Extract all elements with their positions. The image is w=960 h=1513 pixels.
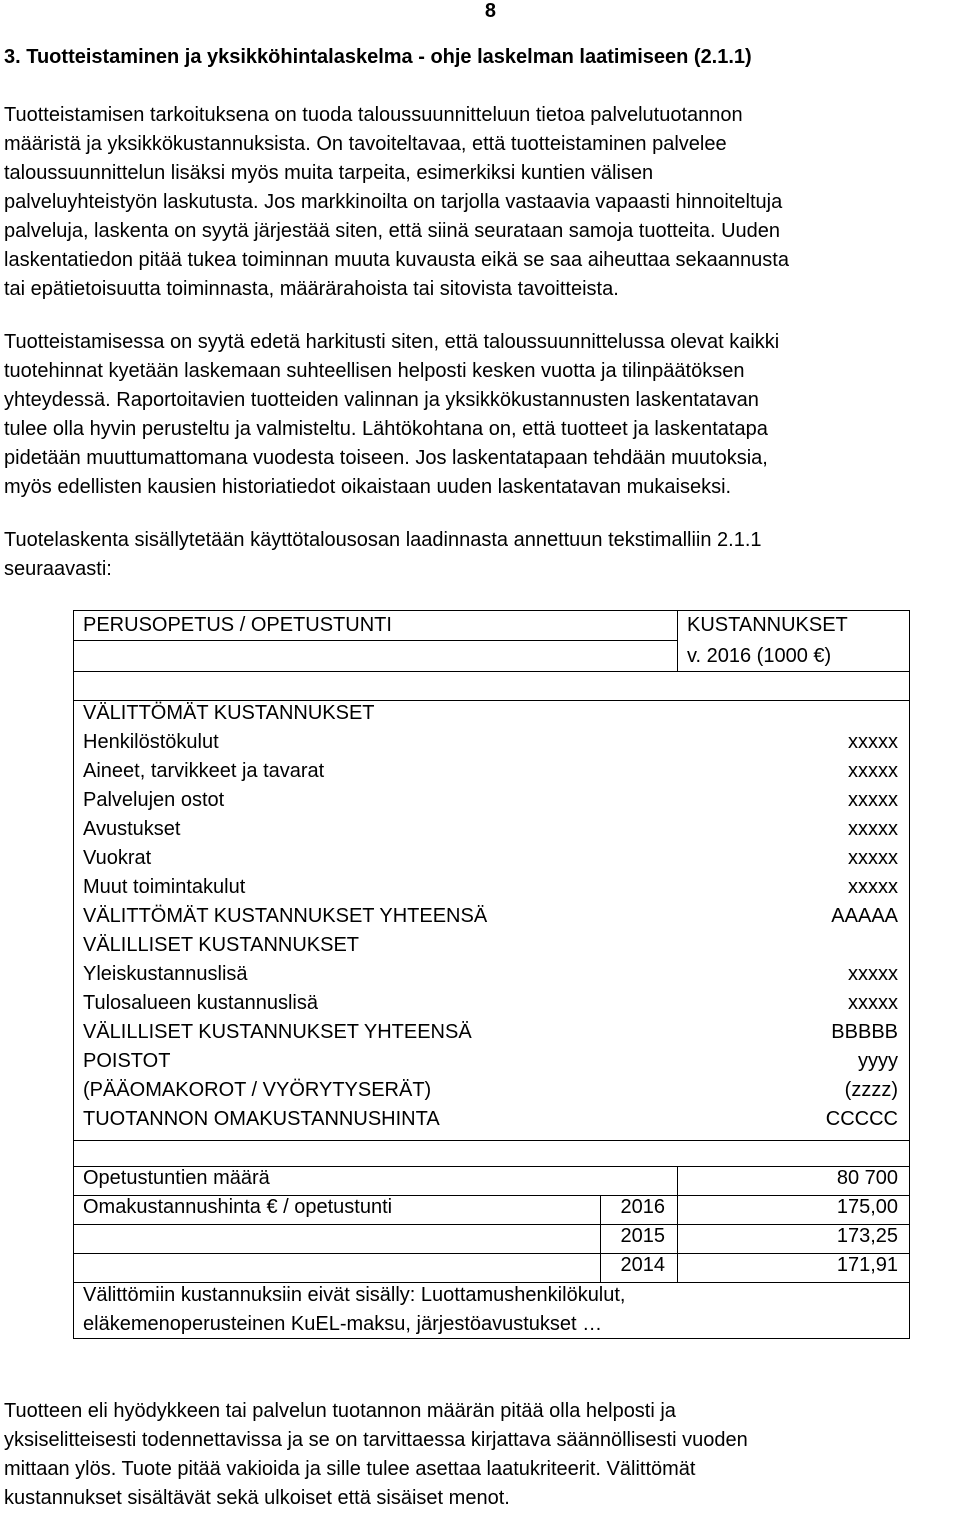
table-row-label: Aineet, tarvikkeet ja tavarat: [83, 760, 325, 782]
table-row-value: xxxxx: [848, 876, 898, 898]
year-value: 171,91: [836, 1254, 898, 1276]
table-row-label: (PÄÄOMAKOROT / VYÖRYTYSERÄT): [83, 1079, 432, 1101]
table-header-label: PERUSOPETUS / OPETUSTUNTI: [83, 614, 392, 636]
text-line: laskentatiedon pitää tukea toiminnan muuta kuvausta eikä se saa aiheuttaa sekaannusta: [4, 249, 789, 271]
text-line: Tuotteen eli hyödykkeen tai palvelun tuotannon määrän pitää olla helposti ja: [4, 1400, 676, 1422]
table-row-label: Yleiskustannuslisä: [83, 963, 248, 985]
table-row-label: Henkilöstökulut: [83, 731, 219, 753]
table-divider: [73, 1140, 910, 1141]
text-line: kustannukset sisältävät sekä ulkoiset että sisäiset menot.: [4, 1487, 510, 1509]
table-row-value: BBBBB: [831, 1021, 898, 1043]
table-row-label: POISTOT: [83, 1050, 171, 1072]
cost-table: [73, 610, 910, 1339]
text-line: mittaan ylös. Tuote pitää vakioida ja sille tulee asettaa laatukriteerit. Välittömät: [4, 1458, 696, 1480]
text-line: Tuotteistamisen tarkoituksena on tuoda taloussuunnitteluun tietoa palvelutuotannon: [4, 104, 743, 126]
table-footnote: eläkemenoperusteinen KuEL-maksu, järjestöavustukset …: [83, 1313, 603, 1335]
table-row-value: AAAAA: [831, 905, 898, 927]
text-line: palveluja, laskenta on syytä järjestää siten, että siinä seurataan samoja tuotteita. Uuden: [4, 220, 781, 242]
text-line: määristä ja yksikkökustannuksista. On tavoiteltavaa, että tuotteistaminen palvelee: [4, 133, 727, 155]
table-divider: [600, 1195, 601, 1282]
page-number: 8: [484, 0, 496, 22]
year-value: 173,25: [836, 1225, 898, 1247]
table-divider: [73, 1253, 910, 1254]
table-row-value: xxxxx: [848, 760, 898, 782]
table-row-label: Tulosalueen kustannuslisä: [83, 992, 318, 1014]
hours-label: Opetustuntien määrä: [83, 1167, 270, 1189]
text-line: yksiselitteisesti todennettavissa ja se on tarvittaessa kirjattava säännöllisesti vuoden: [4, 1429, 748, 1451]
table-row-label: TUOTANNON OMAKUSTANNUSHINTA: [83, 1108, 440, 1130]
text-line: myös edellisten kausien historiatiedot oikaistaan uuden laskentatavan mukaiseksi.: [4, 476, 732, 498]
table-row-value: xxxxx: [848, 963, 898, 985]
table-row-label: VÄLILLISET KUSTANNUKSET YHTEENSÄ: [83, 1021, 472, 1043]
text-line: tai epätietoisuutta toiminnasta, määrärahoista tai sitovista tavoitteista.: [4, 278, 619, 300]
table-row-label: Palvelujen ostot: [83, 789, 225, 811]
table-row-value: yyyy: [858, 1050, 898, 1072]
table-row-label: VÄLITTÖMÄT KUSTANNUKSET YHTEENSÄ: [83, 905, 488, 927]
text-line: seuraavasti:: [4, 558, 112, 580]
table-divider: [677, 610, 678, 671]
table-row-label: Vuokrat: [83, 847, 152, 869]
text-line: taloussuunnittelun lisäksi myös muita tarpeita, esimerkiksi kuntien välisen: [4, 162, 654, 184]
table-footnote: Välittömiin kustannuksiin eivät sisälly: Luottamushenkilökulut,: [83, 1284, 626, 1306]
year-label: 2016: [620, 1196, 665, 1218]
unit-price-label: Omakustannushinta € / opetustunti: [83, 1196, 393, 1218]
year-label: 2015: [620, 1225, 665, 1247]
paragraph-method: [4, 328, 954, 502]
paragraph-intro-table: [4, 526, 954, 584]
table-row-label: VÄLILLISET KUSTANNUKSET: [83, 934, 360, 956]
table-header-year: v. 2016 (1000 €): [687, 645, 832, 667]
table-row-value: xxxxx: [848, 847, 898, 869]
table-row-label: VÄLITTÖMÄT KUSTANNUKSET: [83, 702, 375, 724]
hours-value: 80 700: [836, 1167, 898, 1189]
text-line: tuotehinnat kyetään laskemaan suhteellisen helposti kesken vuotta ja tilinpäätöksen: [4, 360, 745, 382]
table-row-value: xxxxx: [848, 992, 898, 1014]
table-row-value: CCCCC: [825, 1108, 898, 1130]
table-row-value: xxxxx: [848, 731, 898, 753]
paragraph-purpose: [4, 101, 954, 304]
table-row-value: xxxxx: [848, 818, 898, 840]
year-value: 175,00: [836, 1196, 898, 1218]
table-divider: [73, 1224, 910, 1225]
table-divider: [73, 671, 910, 672]
table-divider: [677, 1166, 678, 1282]
table-row-value: (zzzz): [844, 1079, 898, 1101]
text-line: tulee olla hyvin perusteltu ja valmisteltu. Lähtökohtana on, että tuotteet ja laskentatapa: [4, 418, 768, 440]
text-line: yhteydessä. Raportoitavien tuotteiden valinnan ja yksikkökustannusten laskentatavan: [4, 389, 759, 411]
text-line: Tuotelaskenta sisällytetään käyttötalousosan laadinnasta annettuun tekstimalliin 2.1.1: [4, 529, 762, 551]
text-line: palveluyhteistyön laskutusta. Jos markkinoilta on tarjolla vastaavia vapaasti hinnoiteltuja: [4, 191, 783, 213]
table-divider: [73, 640, 677, 641]
paragraph-product-quality: [4, 1397, 954, 1513]
table-header-cost: KUSTANNUKSET: [687, 614, 848, 636]
table-row-value: xxxxx: [848, 789, 898, 811]
table-row-label: Avustukset: [83, 818, 181, 840]
year-label: 2014: [620, 1254, 665, 1276]
text-line: Tuotteistamisessa on syytä edetä harkitusti siten, että taloussuunnittelussa olevat kaikki: [4, 331, 780, 353]
section-heading: 3. Tuotteistaminen ja yksikköhintalaskelma - ohje laskelman laatimiseen (2.1.1): [4, 46, 752, 68]
text-line: pidetään muuttumattomana vuodesta toiseen. Jos laskentatapaan tehdään muutoksia,: [4, 447, 768, 469]
table-row-label: Muut toimintakulut: [83, 876, 246, 898]
